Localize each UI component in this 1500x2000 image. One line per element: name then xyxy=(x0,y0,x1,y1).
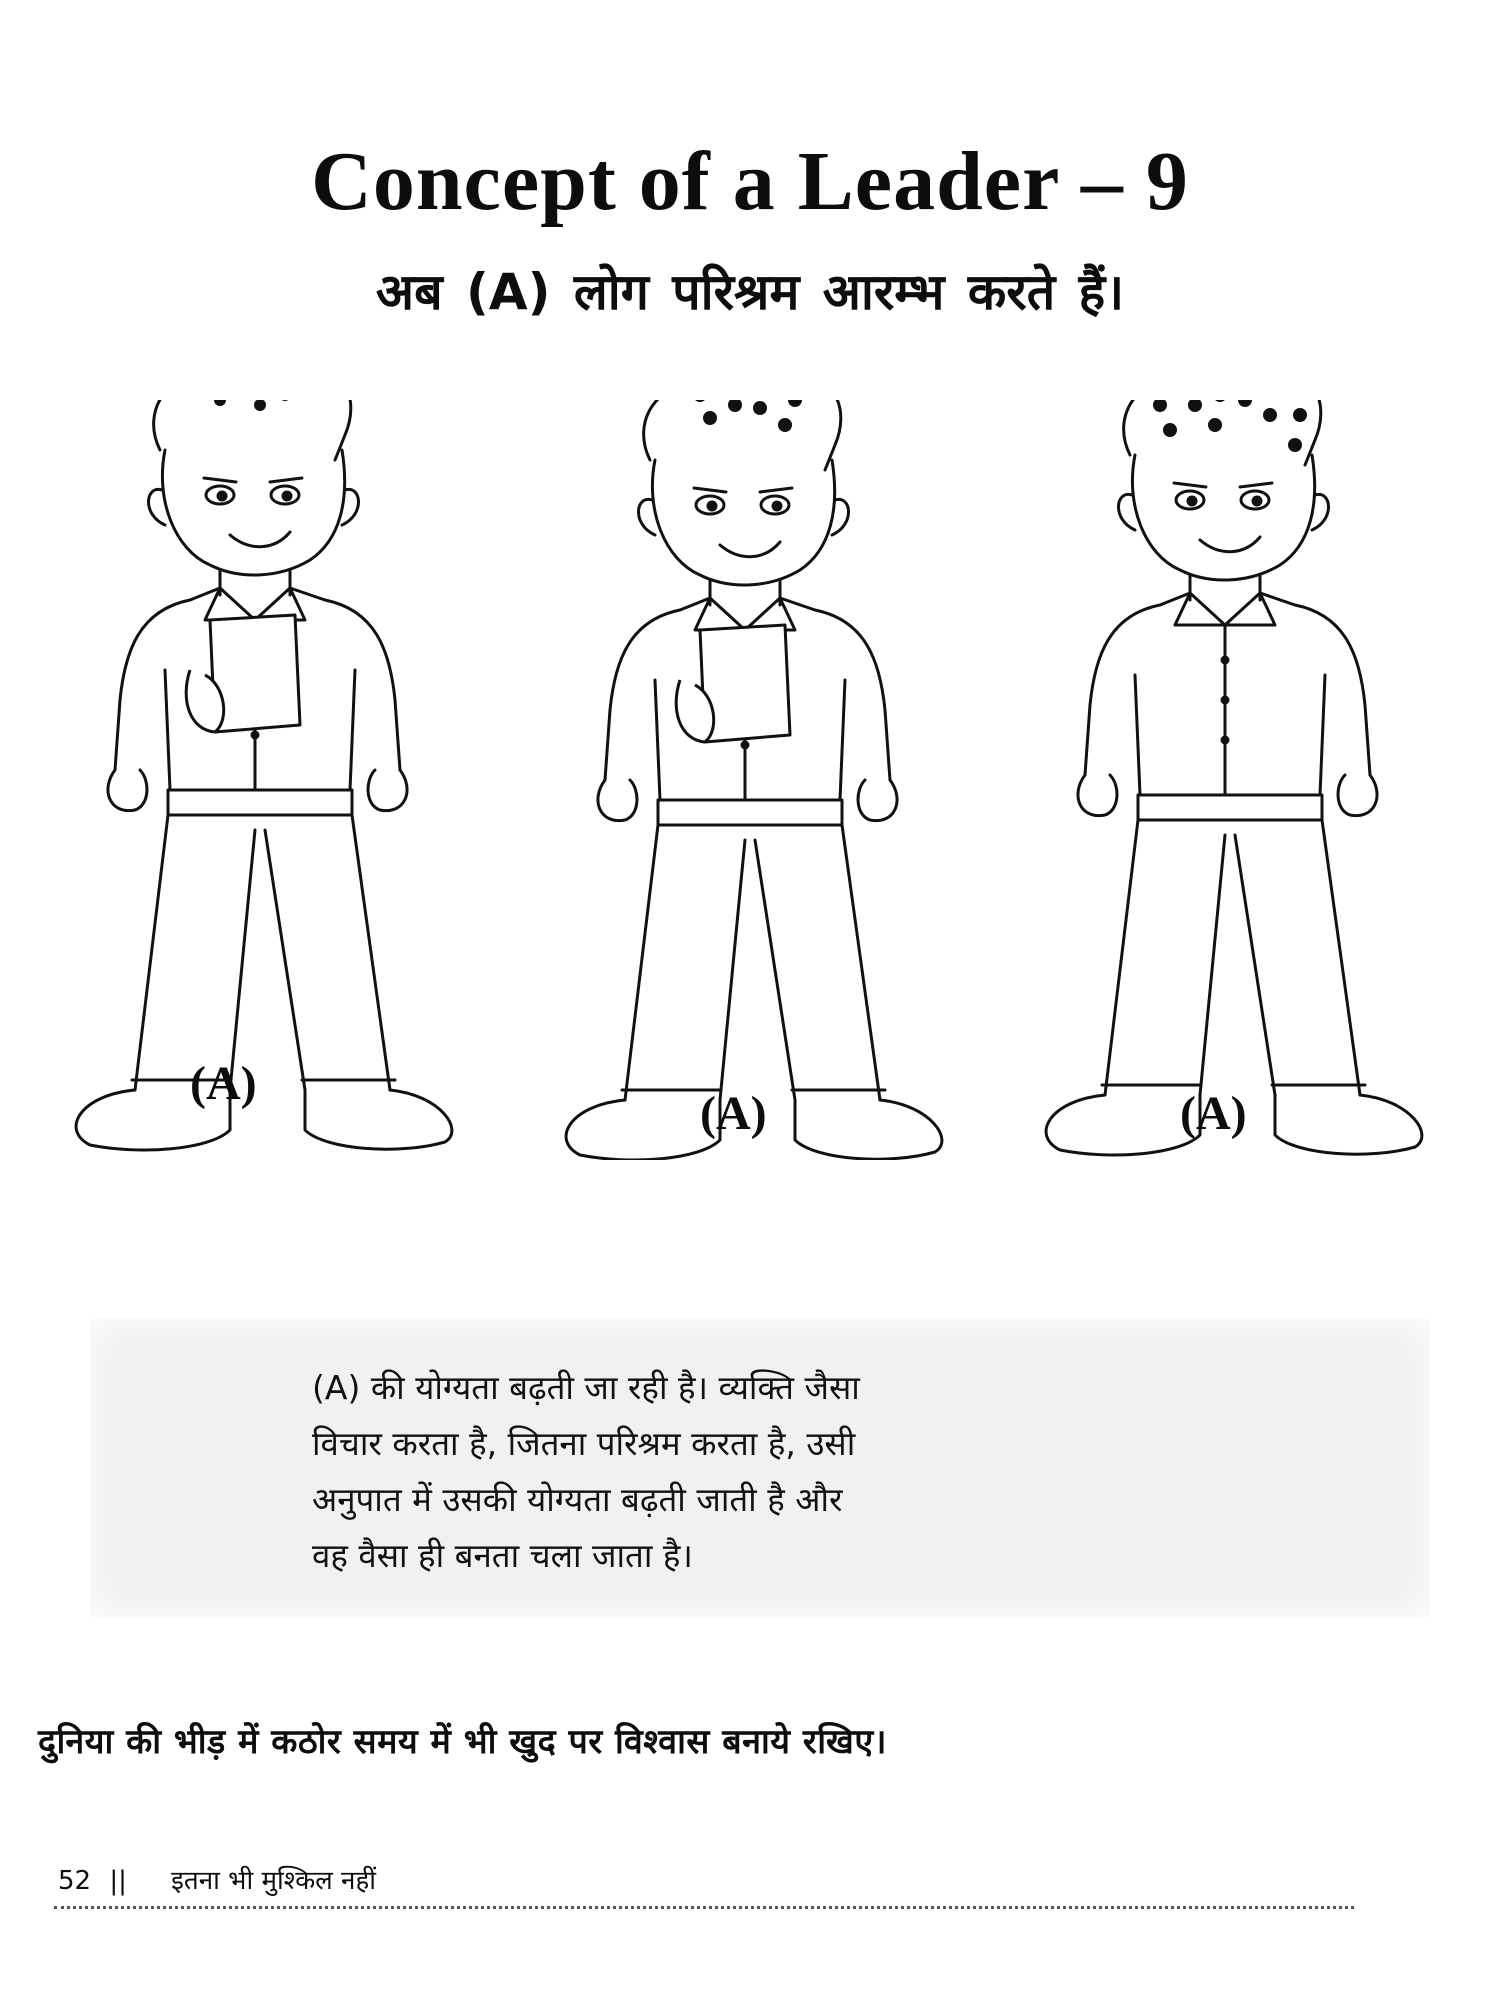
page-subtitle: अब (A) लोग परिश्रम आरम्भ करते हैं। xyxy=(375,263,1125,321)
explanation-box xyxy=(90,1318,1430,1618)
paragraph-line-4: वह वैसा ही बनता चला जाता है। xyxy=(312,1536,693,1575)
paragraph-line-1: (A) की योग्यता बढ़ती जा रही है। व्यक्ति जैसा xyxy=(312,1368,860,1407)
boy-figure-2 xyxy=(566,400,942,1160)
motivational-quote: दुनिया की भीड़ में कठोर समय में भी खुद पर विश्वास बनाये रखिए। xyxy=(38,1722,888,1762)
book-title: इतना भी मुश्किल नहीं xyxy=(171,1866,377,1896)
paragraph-line-3: अनुपात में उसकी योग्यता बढ़ती जाती है और xyxy=(312,1480,843,1519)
illustration-area xyxy=(0,400,1500,1160)
explanation-paragraph xyxy=(312,1360,1212,1584)
footer-separator: || xyxy=(109,1866,127,1896)
paragraph-line-2: विचार करता है, जितना परिश्रम करता है, उसी xyxy=(312,1424,856,1463)
figure-label-1: (A) xyxy=(190,1057,257,1110)
page-number: 52 xyxy=(58,1866,92,1896)
boy-figure-3 xyxy=(1046,400,1422,1155)
figure-label-3: (A) xyxy=(1180,1087,1247,1140)
page-footer xyxy=(58,1866,1358,1897)
figure-label-2: (A) xyxy=(700,1087,767,1140)
boy-figure-1 xyxy=(76,400,452,1150)
footer-rule xyxy=(54,1906,1354,1909)
page-title: Concept of a Leader – 9 xyxy=(311,135,1189,228)
boys-illustration xyxy=(0,400,1500,1160)
